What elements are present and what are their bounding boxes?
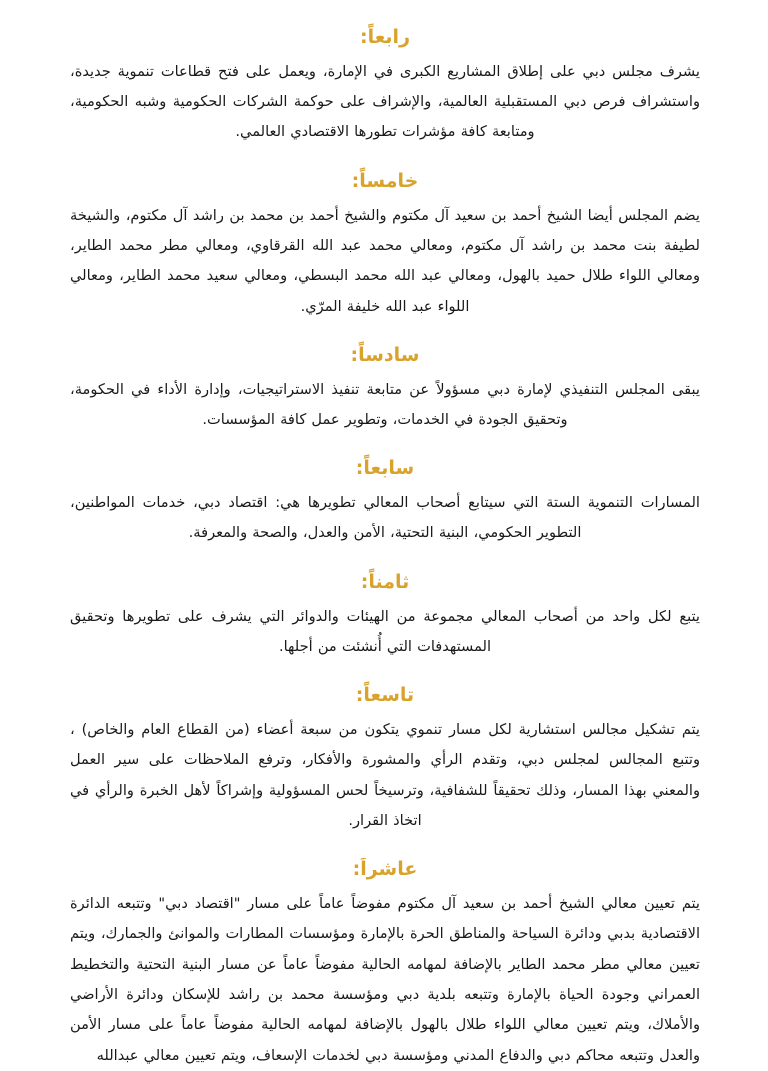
section-heading-eighth: ثامناً: (360, 570, 410, 593)
section-heading-tenth: عاشراً: (352, 858, 418, 881)
section-body-sixth: يبقى المجلس التنفيذي لإمارة دبي مسؤولاً عن متابعة تنفيذ الاستراتيجيات، وإدارة الأداء في الحكومة، وتحقيق الجودة في الخدمات، وتطوير عمل كافة المؤسسات. (70, 380, 700, 428)
section-body-fourth: يشرف مجلس دبي على إطلاق المشاريع الكبرى في الإمارة، ويعمل على فتح قطاعات تنموية جديدة، واستشراف فرص دبي المستقبلية العالمية، والإشراف على حوكمة الشركات الحكومية وشبه الحكومية، ومتابعة كافة مؤشرات تطورها الاقتصادي العالمي. (70, 62, 700, 141)
section-body-fifth: يضم المجلس أيضا الشيخ أحمد بن سعيد آل مكتوم والشيخ أحمد بن محمد بن راشد آل مكتوم، والشيخة لطيفة بنت محمد بن راشد آل مكتوم، ومعالي محمد عبد الله القرقاوي، ومعالي مطر محمد الطاير، ومعالي اللواء طلال حميد بالهول، ومعالي عبد الله محمد البسطي، ومعالي سعيد محمد الطاير، ومعالي اللواء عبد الله خليفة المرّي. (70, 206, 700, 315)
section-heading-fifth: خامساً: (351, 169, 419, 192)
section-tenth (70, 858, 700, 1071)
section-body-eighth: يتبع لكل واحد من أصحاب المعالي مجموعة من الهيئات والدوائر التي يشرف على تطويرها وتحقيق المستهدفات التي أُنشئت من أجلها. (70, 607, 700, 655)
section-ninth (70, 684, 700, 836)
section-body-tenth: يتم تعيين معالي الشيخ أحمد بن سعيد آل مكتوم مفوضاً عاماً على مسار "اقتصاد دبي" وتتبعه الدائرة الاقتصادية بدبي ودائرة السياحة والمناطق الحرة بالإمارة ومؤسسات المطارات والموانئ والجمارك، ويتم تعيين معالي مطر محمد الطاير بالإضافة لمهامه الحالية مفوضاً عاماً عن مسار البنية التحتية والتخطيط العمراني وجودة الحياة بالإمارة وتتبعه بلدية دبي ومؤسسة محمد بن راشد للإسكان ودائرة الأراضي والأملاك، ويتم تعيين معالي اللواء طلال بالهول بالإضافة لمهامه الحالية مفوضاً عاماً على مسار الأمن والعدل وتتبعه محاكم دبي والدفاع المدني ومؤسسة دبي لخدمات الإسعاف، ويتم تعيين معالي عبدالله (70, 895, 700, 1064)
section-seventh (70, 457, 700, 548)
section-fifth (70, 170, 700, 322)
section-eighth (70, 571, 700, 662)
section-body-ninth: يتم تشكيل مجالس استشارية لكل مسار تنموي يتكون من سبعة أعضاء (من القطاع العام والخاص) ، وتتبع المجالس لمجلس دبي، وتقدم الرأي والمشورة والأفكار، وترفع الملاحظات على سير العمل والمعني بهذا المسار، وذلك تحقيقاً للشفافية، وترسيخاً لحس المسؤولية وإشراكاً لأهل الخبرة والرأي في اتخاذ القرار. (70, 720, 700, 829)
section-heading-sixth: سادساً: (350, 343, 420, 366)
section-fourth (70, 26, 700, 148)
section-heading-ninth: تاسعاً: (355, 684, 415, 707)
section-heading-seventh: سابعاً: (355, 457, 415, 480)
section-heading-fourth: رابعاً: (359, 26, 411, 48)
section-body-seventh: المسارات التنموية الستة التي سيتابع أصحاب المعالي تطويرها هي: اقتصاد دبي، خدمات المواطنين، التطوير الحكومي، البنية التحتية، الأمن والعدل، والصحة والمعرفة. (70, 494, 700, 542)
section-sixth (70, 344, 700, 435)
